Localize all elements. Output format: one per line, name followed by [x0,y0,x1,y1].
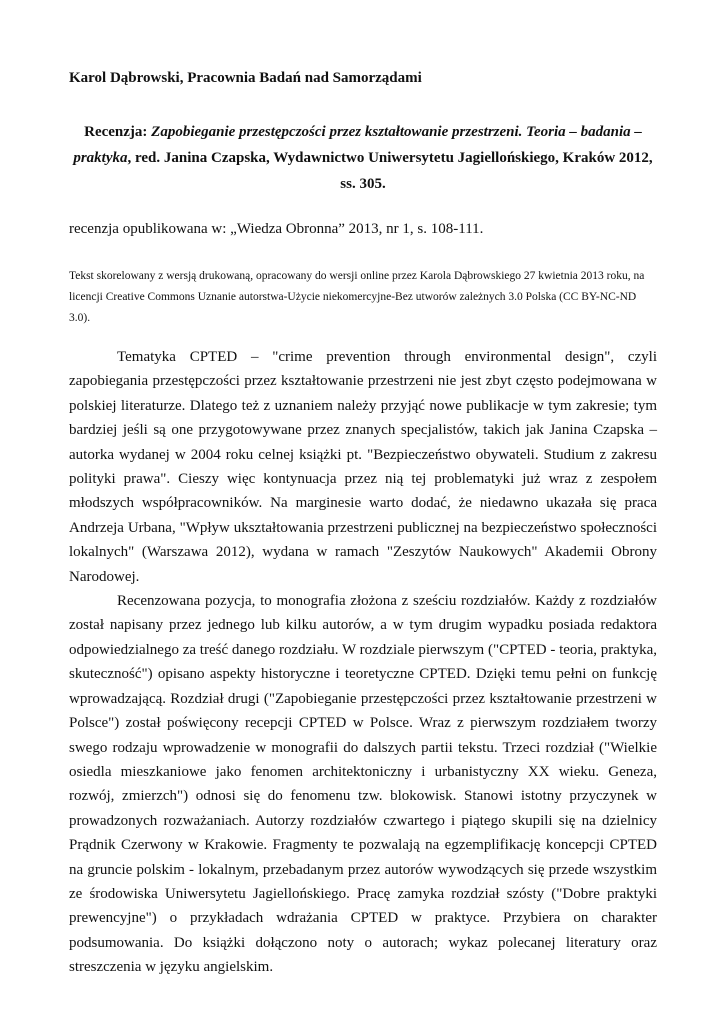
review-body [69,345,657,980]
book-publication-details: , red. Janina Czapska, Wydawnictwo Uniwersytetu Jagiellońskiego, Kraków 2012, ss. 305. [127,150,653,192]
author-line: Karol Dąbrowski, Pracownia Badań nad Samorządami [69,70,422,86]
publication-note: recenzja opublikowana w: „Wiedza Obronna” 2013, nr 1, s. 108-111. [69,221,484,237]
license-note: Tekst skorelowany z wersją drukowaną, opracowany do wersji online przez Karola Dąbrowskiego 27 kwietnia 2013 roku, na licencji Creative Commons Uznanie autorstwa-Użycie niekomercyjne-Bez utworów zależnych 3.0 Polska (CC BY-NC-ND 3.0). [69,270,645,324]
paragraph-intro: Tematyka CPTED – "crime prevention through environmental design", czyli zapobiegania przestępczości przez kształtowanie przestrzeni nie jest zbyt często podejmowana w polskiej literaturze. Dlatego też z uznaniem należy przyjąć nowe publikacje w tym zakresie; tym bardziej jeśli są one przygotowywane przez znanych specjalistów, takich jak Janina Czapska – autorka wydanej w 2004 roku celnej książki pt. "Bezpieczeństwo obywateli. Studium z zakresu polityki prawa". Cieszy więc kontynuacja przez nią tej problematyki już wraz z zespołem młodszych współpracowników. Na marginesie warto dodać, że niedawno ukazała się praca Andrzeja Urbana, "Wpływ ukształtowania przestrzeni publicznej na bezpieczeństwo społeczności lokalnych" (Warszawa 2012), wydana w ramach "Zeszytów Naukowych" Akademii Obrony Narodowej. [69,349,657,585]
book-title: Zapobieganie przestępczości przez kształtowanie przestrzeni. Teoria – badania – praktyka [73,124,642,166]
review-title [69,119,657,197]
paragraph-structure: Recenzowana pozycja, to monografia złożona z sześciu rozdziałów. Każdy z rozdziałów został napisany przez jednego lub kilku autorów, a w tym drugim wypadku posiada redaktora odpowiedzialnego za treść danego rozdziału. W rozdziale pierwszym ("CPTED - teoria, praktyka, skuteczność") opisano aspekty historyczne i teoretyczne CPTED. Dzięki temu pełni on funkcję wprowadzającą. Rozdział drugi ("Zapobieganie przestępczości przez kształtowanie przestrzeni w Polsce") został poświęcony recepcji CPTED w Polsce. Wraz z pierwszym rozdziałem tworzy swego rodzaju wprowadzenie w monografii do dalszych partii tekstu. Trzeci rozdział ("Wielkie osiedla mieszkaniowe jako fenomen architektoniczny i urbanistyczny XX wieku. Geneza, rozwój, zmierzch") odnosi się do fenomenu tzw. blokowisk. Stanowi istotny przyczynek w prowadzonych rozważaniach. Autorzy rozdziałów czwartego i piątego skupili się na dzielnicy Prądnik Czerwony w Krakowie. Fragmenty te pozwalają na egzemplifikację koncepcji CPTED na gruncie polskim - lokalnym, przebadanym przez autorów wywodzących się przede wszystkim ze środowiska Uniwersytetu Jagiellońskiego. Pracę zamyka rozdział szósty ("Dobre praktyki prewencyjne") o przykładach wdrażania CPTED w praktyce. Przybiera on charakter podsumowania. Do książki dołączono noty o autorach; wykaz polecanej literatury oraz streszczenia w języku angielskim. [69,593,657,976]
review-title-prefix: Recenzja: [84,124,152,140]
